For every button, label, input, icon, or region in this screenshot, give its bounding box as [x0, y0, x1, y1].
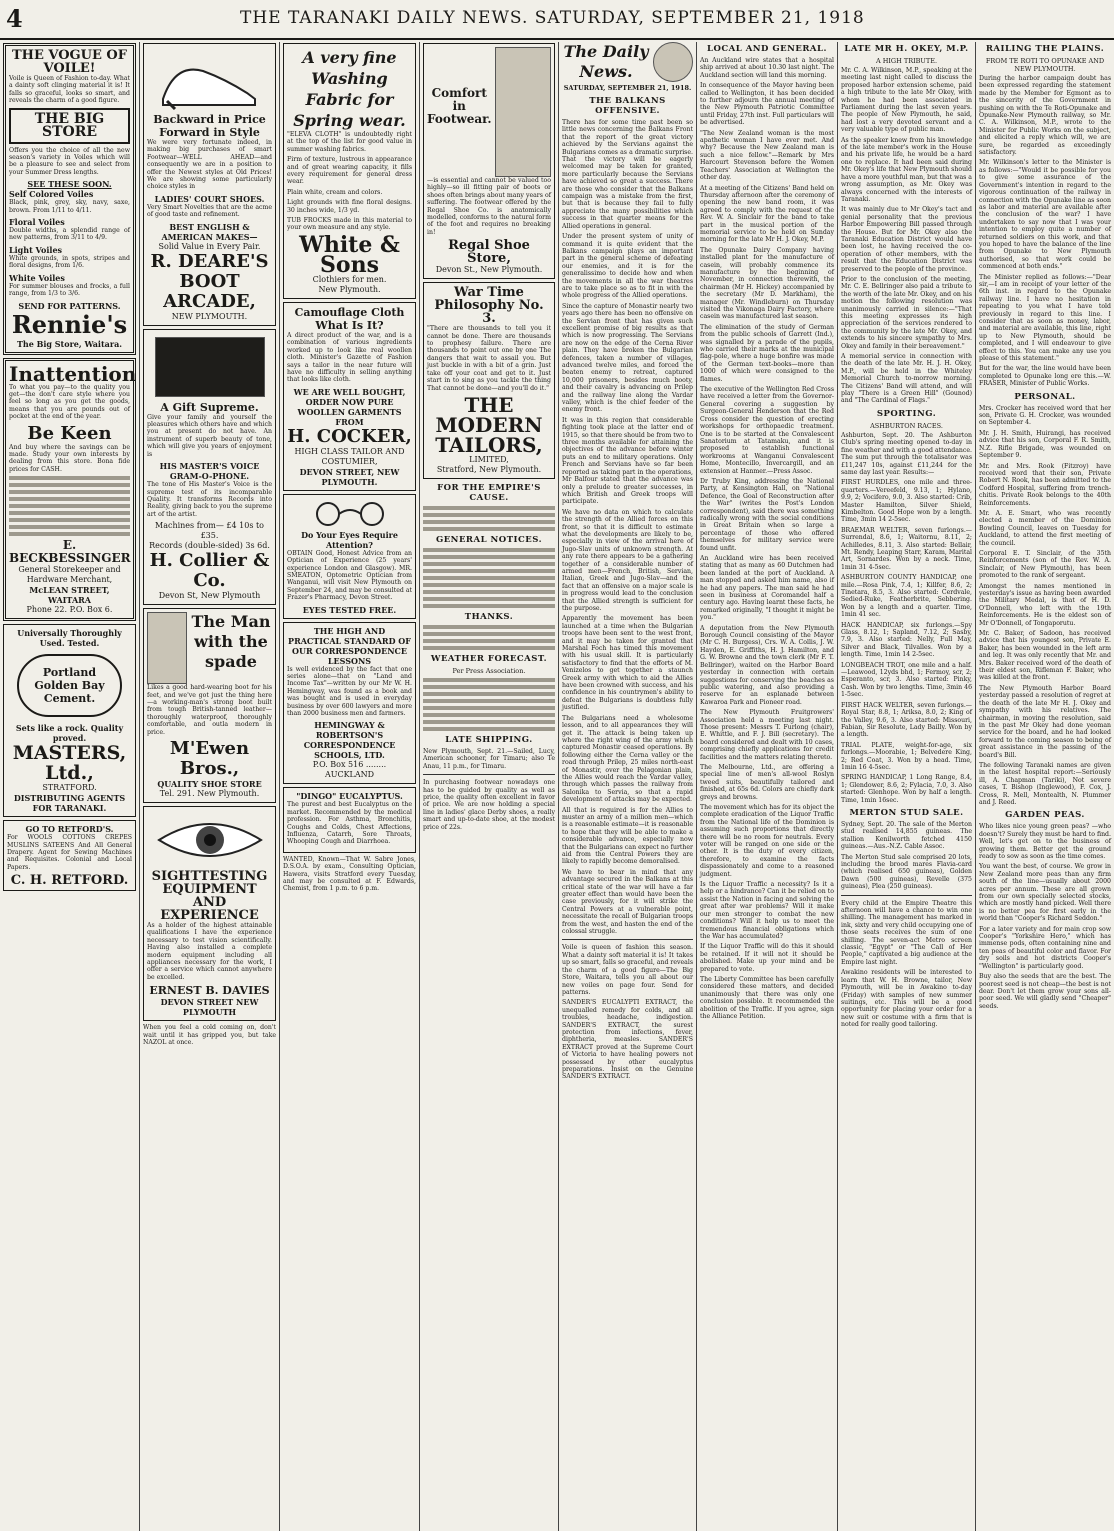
deare-advert [143, 43, 276, 326]
news-paragraph: An Auckland wire has been received stating that as many as 60 Dutchmen had been landed at the port of Auckland. A man stopped and asked him name, also if he had any papers. The man said he had seen in business at Coromandel half a century ago. Having learnt these facts, he remarked originally, "I thought it might be you." [700, 555, 834, 622]
page-number: 4 [6, 4, 23, 33]
news-paragraph: An Auckland wire states that a hospital ship arrived at about 10.30 last night. The Auckland section will land this morning. [700, 57, 834, 79]
news-paragraph: As the speaker knew from his knowledge of the late member's work in the House and his private life, he would be a hard one to replace. It had been said during Mr. Okey's life that New Plymouth should have a more youthful man, but that was a wrong assumption, as Mr. Okey was always concerned with the interests of Taranaki. [841, 136, 972, 203]
big-store-text: Offers you the choice of all the new season's variety in Voiles which will be a pleasure to see and select from your Summer Dress lengths. [9, 146, 130, 176]
hemingway-name: HEMINGWAY & ROBERTSON'S CORRESPONDENCE SCHOOLS, LTD. [303, 720, 396, 761]
davies-name: ERNEST B. DAVIES [149, 984, 270, 998]
news-paragraph: In consequence of the Mayor having been called to Wellington, it has been decided to further adjourn the annual meeting of the New Plymouth Patriotic Committee until Friday, 27th inst. Full particulars will be advertised. [700, 82, 834, 127]
column-8 [976, 40, 1114, 1531]
editorial-paragraph: The Bulgarians need a wholesome lesson, and to all appearances they will get it. The attack is being taken up where the right wing of the army which captured Monastir ceased operations. By following either the Cerna valley or the road through Prilep, 25 miles north-east of Monastir, over the Pelagonian plain, the Allies would reach the Vardar valley, through which passes the railway from Salonika to Servia, so that a rapid development of attacks may be expected. [562, 714, 693, 804]
big-store-logo: THE BIG STORE [9, 108, 130, 144]
cement-advert [3, 624, 136, 817]
vogue-heading: THE VOGUE OF VOILE! [11, 48, 127, 76]
railing-heading: RAILING THE PLAINS. [985, 44, 1105, 54]
universally-used: Universally Thoroughly Used. Tested. [17, 628, 122, 649]
news-paragraph: The executive of the Wellington Red Cross have received a letter from the Governor-General covering a suggestion by Surgeon-General Henderson that the Red Cross consider the question of erecting workshops for orthopaedic treatment. One is to be started at the Convalescent Sanatorium at Tatamaku, and it is proposed to establish functional workrooms at Wanganui Convalescent Home, Montecillo, Invercargill, and an extension at Hanmer.—Press Assoc. [700, 386, 834, 475]
general-notices-heading: GENERAL NOTICES. [435, 534, 543, 545]
self-colored-heading: Self Colored Voiles [9, 189, 94, 200]
smeaton-advert [283, 494, 416, 619]
sighttesting-heading: SIGHTTESTING EQUIPMENT AND EXPERIENCE [151, 868, 268, 923]
deare-name: R. DEARE'S BOOT ARCADE, [150, 250, 269, 312]
spade-heading: The Man with the spade [191, 612, 271, 672]
news-paragraph: If the Liquor Traffic will do this it should be retained. If it will not it should be abolished. Make up your mind and be prepared to vote. [700, 943, 834, 973]
white-heading: White Voiles [9, 272, 65, 283]
plain-colors: Plain white, cream and colors. [287, 188, 383, 196]
eye-illustration [155, 812, 265, 868]
race-result: BRAEMAR WELTER, seven furlongs.—Surrendal, 8.6, 1; Waitornu, 8.11, 2; Achilledes, 8.11, 3. Also started: Bellair, Mt. Rendy, Leaping Starr, Karam, Marital Art, Sornardes. Won by a neck. Time, 1min 31 4-5sec. [841, 526, 972, 571]
garden-paragraph: You want the best, of course. We grow in New Zealand more peas than any firm south of the line—usually about 2000 acres per annum. These are all grown from our own specially selected stocks, which are mostly hand picked. Well there is no better pea for first early in the world than "Cooper's Richard Seddon." [979, 863, 1111, 923]
regal-address: Devon St., New Plymouth. [435, 265, 543, 275]
backward-heading: Backward in Price Forward in Style [153, 113, 266, 139]
light-heading: Light Voiles [9, 244, 63, 255]
news-paragraph: Dr Truby King, addressing the National Party, at Kensington Hall, on "National Defence, the Goal of Reconstruction after the War" (writes the Post's London correspondent), said there was something radically wrong with the social conditions in Great Britain when so large a percentage of those who offered themselves for military service were found unfit. [700, 477, 834, 552]
best-english: BEST ENGLISH & AMERICAN MAKES— [161, 221, 258, 242]
eyes-text: OBTAIN Good, Honest Advice from an Optician of Experience (25 years' experience London and Glasgow). MR. SMEATON, Optometric Optician from Wanganui, will visit New Plymouth on September 24, and may be consulted at Frazer's Pharmacy, Devon Street. [287, 549, 413, 602]
beckbessinger-sub: General Storekeeper and Hardware Merchant, [18, 565, 121, 585]
sanders-notice: SANDER'S EUCALYPTI EXTRACT, the unequalled remedy for colds, and all troubles, headache, indigestion. SANDER'S EXTRACT, the surest protection from infections, fever, diphtheria, measles. SANDER'S EXTRACT proved at the Supreme Court of Victoria to have healing powers not possessed by other eucalyptus preparations. Insist on the Genuine SANDER'S EXTRACT. [562, 999, 693, 1081]
mewen-sub: QUALITY SHOE STORE [157, 778, 262, 789]
race-intro: Ashburton, Sept. 20. The Ashburton Club's spring meeting opened to-day in fine weather and with a good attendance. The sum put through the totalisator was £11,247 10s, against £11,244 for the same day last year. Results:— [841, 431, 972, 476]
garden-paragraph: For a later variety and for main crop sow Cooper's "Yorkshire Hero," which has immense pods, often containing nine and ten peas of beautiful color and flavor. For dry soils and hot districts Cooper's "Wellington" is particularly good. [979, 925, 1111, 970]
cocker-advert [283, 302, 416, 491]
high-standard-text: Is well evidenced by the fact that one series alone—that on "Land and Income Tax"—written by our Mr W. H. Hemingway, was found as a book and was bought and is used in everyday business by over 600 lawyers and more than 2000 business men and farmers. [287, 665, 412, 717]
white-sons-location: New Plymouth. [318, 284, 381, 294]
modern-tailors-location: Stratford, New Plymouth. [436, 464, 542, 474]
empire-cause-body [423, 506, 555, 531]
inattention-heading: Inattention [9, 361, 137, 386]
be-keen-heading: Be Keen [27, 422, 112, 444]
nazol-text: When you feel a cold coming on, don't wait until it has gripped you, but take NAZOL at once. [143, 1024, 276, 1047]
divider [562, 939, 693, 940]
voile-notice: Voile is queen of fashion this season. What a dainty soft material it is! It takes up so smart, falls so graceful, and reveals the charm of a good figure—The Big Store, Waitara, tells you all about our new voiles on page four. Send for patterns. [562, 944, 693, 996]
editorial-paragraph: There has for some time past been so little news concerning the Balkans Front that the report of the great victory achieved by the Servians against the Bulgarians comes as a dramatic surprise. That the victory will be eagerly welcomed may be taken for granted, more particularly because the Servians have achieved so great a success. There are those who consider that the Balkans campaign was a mistake from the first, but that is because they fail to fully appreciate the many possibilities which success in that quarter means for the Allied operations in general. [562, 119, 693, 230]
editorial-paragraph: Under the present system of unity of command it is quite evident that the Balkans campaign plays an important part in the general scheme of defeating our enemies, and it is for the generalissimo to decide how and when the movements in all the war theatres are to take place so as to fit in with the whole progress of the Allied operations. [562, 233, 693, 300]
backward-text: We were very fortunate indeed, in making big purchases of smart Footwear—WELL AHEAD—and consequently we are in a position to offer the Newest styles at Old Prices! We are showing some particularly choice styles in [147, 139, 272, 191]
masters-name: MASTERS, Ltd., [12, 742, 127, 785]
editorial-paragraph: It was in this region that considerable fighting took place at the latter end of 1915, so that there should be from two to three months available for attaining the objectives of the advance before winter puts an end to military operations. Only French and Servians have so far been reported as taking part in the operations, Mr Balfour stated that the advance was only a prelude to greater successes, in which British and Greek troops will participate. [562, 416, 693, 506]
court-shoes: LADIES' COURT SHOES. [154, 193, 265, 204]
comfort-heading: Comfort in Footwear. [427, 86, 492, 126]
newspaper-title: THE TARANAKI DAILY NEWS. SATURDAY, SEPTEMBER 21, 1918 [240, 8, 865, 28]
balkans-heading: THE BALKANS OFFENSIVE. [589, 96, 666, 116]
personal-item: Mr. A. E. Smart, who was recently elected a member of the Dominion Bowling Council, leaves on Tuesday for Auckland, to attend the first meeting of the council. [979, 509, 1111, 547]
race-result: ASHBURTON COUNTY HANDICAP, one mile.—Rosa Pink, 7.4, 1; Killfer, 8.6, 2; Tinetara, 8.5, 3. Also started: Cerdvale, Sedied-Ruke, Featherbrite, Sebbering. Won by a length and a quarter. Time, 1min 41 sec. [841, 574, 972, 619]
race-result: LONGBEACH TROT, one mile and a half.—Leawood, 12yds bhd, 1; Fermoy, scr, 2; Esperanto, scr, 3. Also started: Pinky, Cash. Won by two lengths. Time, 3min 46 1-5sec. [841, 661, 972, 699]
well-bought: WE ARE WELL BOUGHT, ORDER NOW PURE WOOLLEN GARMENTS FROM [293, 386, 406, 427]
comfort-text: —is essential and cannot be valued too highly—so ill fitting pair of boots or shoes often brings about many years of suffering. The footwear offered by the Regal Shoe Co. is anatomically modelled, conforms to the natural form of the foot and requires no breaking in! [427, 177, 551, 236]
hmv-text: The tone of His Master's Voice is the supreme test of its incomparable Quality. It transforms Records into Reality, giving back to you the supreme art of the artist. [147, 481, 272, 518]
editorial-paragraph: Apparently the movement has been launched at a time when the Bulgarian troops have been sent to the west front, and it may be taken for granted that Marshal Foch has timed this movement with his usual skill. It is particularly satisfactory to find that the efforts of M. Venizelos to get together a staunch Greek army with which to aid the Allies have been crowned with success, and his confidence in his countrymen's ability to defeat the Bulgarians is doubtless fully justified. [562, 615, 693, 712]
hmv-heading: HIS MASTER'S VOICE GRAM-O-PHONE. [159, 461, 260, 482]
masters-location: STRATFORD. [42, 783, 97, 793]
white-sons-sub: Clothiers for men. [312, 274, 387, 284]
beckbessinger-name: E. BECKBESSINGER [9, 538, 131, 566]
merton-text-2: The Merton Stud sale comprised 20 lots, including the brood mares Flavia-card (which realised 650 guineas), Golden Dawn (500 guineas), Revelle (375 guineas), Plea (250 guineas). [841, 853, 972, 891]
modern-tailors-sub: LIMITED, [469, 454, 509, 464]
collier-name: H. Collier & Co. [149, 550, 270, 592]
okey-heading: LATE MR H. OKEY, M.P. [844, 44, 969, 54]
vogue-text: Voile is Queen of Fashion to-day. What a dainty soft clinging material it is! It falls so graceful, looks so smart, and reveals the charm of a good figure. [9, 75, 130, 105]
dingo-text: The purest and best Eucalyptus on the market. Recommended by the medical profession. For Asthma, Bronchitis, Coughs and Colds, Chest Affections, Influenza, Catarrh, Sore Throats, Whooping Cough and Diarrhoea. [287, 801, 412, 846]
eyes-tested-free: EYES TESTED FREE. [302, 604, 397, 615]
comfort-row [427, 47, 551, 177]
news-paragraph: The elimination of the study of German from the public schools of Garrett (Ind.), was signalled by a parade of the pupils, who carried their marks at the municipal flag-pole, where a huge bonfire was made of the German text-books—more than 1000 of which were consigned to the flames. [700, 323, 834, 383]
personal-item: The New Plymouth Harbor Board yesterday passed a resolution of regret at the death of the late Mr H. J. Okey and sympathy with his relatives. The chairman, in moving the resolution, said in the past Mr Okey had done yeoman service for the board, and he had looked forward to the coming season to being of great assistance in the passing of the board's Bill. [979, 684, 1111, 759]
personal-item: Mrs. Crocker has received word that her son, Private G. H. Crocker, was wounded on September 4. [979, 404, 1111, 427]
lady-illustration [495, 47, 551, 177]
gramophone-illustration [155, 337, 265, 397]
garden-paragraph: Buy also the seeds that are the best. The poorest seed is not cheap—the best is not dear. Don't let them grow your sons all-poor seed. We will gladly send "Cheaper" seeds. [979, 973, 1111, 1010]
personal-heading: PERSONAL. [1014, 391, 1076, 402]
personal-item: Mr. C. Baker, of Sadoon, has received advice that his youngest son, Private E. Baker, has been wounded in the left arm and leg. It was only recently that Mr. and Mrs. Baker received word of the death of their eldest son, Rifleman F. Baker, who was killed at the front. [979, 630, 1111, 682]
gift-text: Give your family and yourself the pleasures which others have and which you at present do not have. An instrument of superb beauty of tone, which will give you years of enjoyment is [147, 413, 272, 458]
thanks-body [423, 625, 555, 650]
eleva-text: "ELEVA CLOTH" is undoubtedly right at the top of the list for good value in summer washing fabrics. [287, 131, 412, 153]
records-price: Records (double-sided) 3s 6d. [149, 541, 270, 551]
editorial-masthead [562, 42, 693, 82]
garden-peas-heading: GARDEN PEAS. [1005, 810, 1085, 821]
white-text: For summer blouses and frocks, a full range, from 1/3 to 3/6. [9, 282, 130, 298]
regal-advert [423, 43, 555, 279]
awakino-notice: Awakino residents will be interested to learn that W. H. Browne, tailor, New Plymouth, will be in Awakino to-day (Friday) with samples of new summer suitings, etc. This will be a good opportunity for placing your order for a new suit or costume with a firm that is noted for really good tailoring. [841, 969, 972, 1029]
late-shipping-text: New Plymouth, Sept. 21.—Sailed, Lucy, American schooner, for Timaru; also Te Anau, 11 p.m., for Timaru. [423, 747, 555, 770]
high-standard-heading: THE HIGH AND PRACTICAL STANDARD OF OUR CORRESPONDENCE LESSONS [288, 625, 411, 666]
column-2 [140, 40, 279, 1531]
man-with-spade-illustration [147, 612, 187, 684]
news-paragraph: Is the Liquor Traffic a necessity? Is it a help or a hindrance? Can it be relied on to assist the Nation in facing and solving the great after war problems? Will it make our men stronger to combat the new conditions? Will it help us to meet the tremendous financial obligations which the War has accumulated? [700, 881, 834, 940]
weather-sub: Per Press Association. [452, 666, 526, 675]
light-grounds: Light grounds with fine floral designs. 30 inches wide, 1/3 yd. [287, 199, 412, 214]
column-3 [280, 40, 419, 1531]
war-philosophy-heading: War Time Philosophy No. 3. [434, 285, 544, 327]
beckbessinger-address: McLEAN STREET, WAITARA [29, 585, 110, 606]
editorial-paragraph: All that is required is for the Allies to muster an army of a million men—which is a reasonable estimate—it is reasonable to hope that they will be able to make a considerable advance, especially now that the Bulgarians can expect no further aid from the Central Powers they are likely to rapidly become demoralised. [562, 806, 693, 866]
news-paragraph: Mr. Wilkinson's letter to the Minister is as follows:—"Would it be possible for you to give some assurance of the Government's intention in regard to the vigorous continuation of the railway in connection with the Opunake line as soon as labor and material are available after the conclusion of the war? I have undertaken to say now that I was your intention to employ quite a number of returned soldiers on this work, and that you hoped to have the balance of the line from Opunake to New Plymouth authorised, so that work could be commenced at both ends." [979, 159, 1111, 271]
news-paragraph: At a meeting of the Citizens' Band held on Thursday afternoon after the ceremony of opening the new band room, it was agreed to comply with the request of the Rev. W. A. Sinclair for the band to take part in the musical portion of the memorial service to be held on Sunday morning for the late Mr H. J. Okey, M.P. [700, 184, 834, 244]
spade-row [147, 612, 272, 684]
machines-price: Machines from— £4 10s to £35. [155, 521, 264, 541]
price-list [9, 476, 130, 536]
news-paragraph: The Melbourne, Ltd., are offering a special line of men's all-wool Roslyn tweed suits, beautifully tailored and finished, at 65s 6d. Colors are chiefly dark greys and browns. [700, 763, 834, 801]
news-paragraph: The Liberty Committee has been carefully considered these matters, and decided unanimously that there was only one conclusion possible. It recommended the abolition of the Traffic. If you agree, sign the Alliance Petition. [700, 975, 834, 1020]
daily-news-masthead: The Daily News. [563, 42, 649, 81]
dingo-heading: "DINGO" EUCALYPTUS. [296, 791, 403, 802]
column-7 [838, 40, 975, 1531]
floral-heading: Floral Voiles [9, 217, 65, 228]
personal-item: Corporal E. T. Sinclair, of the 35th Reinforcements (son of the Rev. W. A. Sinclair, of New Plymouth), has been promoted to the rank of sergeant. [979, 549, 1111, 580]
race-result: SPRING HANDICAP, 1 Long Range, 8.4, 1; Glendower, 8.6, 2; Fylacia, 7.0, 3. Also started: Glenhope. Won by half a length. Time, 1min 16sec. [841, 774, 972, 804]
eleva-text-2: Firm of texture, lustrous in appearance and of great wearing capacity, it fills every requirement for general dress wear. [287, 156, 412, 186]
collier-advert [143, 329, 276, 605]
sighttesting-text: As a holder of the highest attainable qualifications I have the experience necessary to test vision scientifically. Having also installed a complete modern equipment including all appliances necessary for the work, I offer a service which cannot anywhere be excelled. [147, 921, 272, 981]
merton-heading: MERTON STUD SALE. [849, 807, 964, 818]
editorial-paragraph: Since the capture of Monastir nearly two years ago there has been no offensive on the Servian front that has given such excellent promise of big results as that which is now progressing. The Servians are now on the edge of the Cerna River plain. They have broken the Bulgarian defences, taken a number of villages, advanced twelve miles, and forced the beaten enemy to retreat, captured 10,000 prisoners, besides much booty, and their cavalry is advancing on Prilep and the railway line along the Vardar valley, which is the chief feeder of the enemy front. [562, 302, 693, 414]
spectacles-illustration [300, 500, 400, 528]
empire-cause-heading: FOR THE EMPIRE'S CAUSE. [437, 482, 541, 503]
eyes-heading: Do Your Eyes Require Attention? [301, 529, 398, 550]
white-sons-advert [283, 43, 416, 299]
regal-name: Regal Shoe Store, [448, 238, 530, 267]
inattention-advert [3, 358, 136, 622]
news-paragraph: The Opunake Dairy Company having installed plant for the manufacture of casein, will probably commence its manufacture by the beginning of November, in connection therewith, the chairman (Mr H. Hickey) accompanied by the secretary (Mr D. Markham), the manager (Mr. Windleburn) on Thursday visited the Vikonaga Dairy Factory, where casein was manufactured last season. [700, 246, 834, 321]
war-philosophy-text: "There are thousands to tell you it cannot be done. There are thousands to prophesy failure. There are thousands to point out one by one The dangers that wait to assail you. But just buckle in with a bit of a grin. Just take off your coat and get to it. Just start in to sing as you tackle the thing That cannot be done—and you'll do it." [427, 325, 551, 392]
news-paragraph: Prior to the conclusion of the meeting, Mr. C. E. Bellringer also paid a tribute to the worth of the late Mr. Okey, and on his motion the following resolution was unanimously carried in silence:—"That this meeting expresses its high appreciation of the services rendered to the community by the late Mr. Okey, and extends to his sincere sympathy to Mrs. Okey and family in their bereavement." [841, 275, 972, 350]
editorial-paragraph: We have no data on which to calculate the strength of the Allied forces on this front, so that it is difficult to estimate what the developments are likely to be, especially in view of the arrival here of Jugo-Slav units of unknown strength. At any rate there appears to be a gathering together of a considerable number of armed men—French, British, Servian, Italian, Greek and Jugo-Slav—and the fact that an offensive on a major scale is in progress would lead to the conclusion that the Allied strength is sufficient for the purpose. [562, 508, 693, 612]
divider [423, 774, 555, 775]
sporting-heading: SPORTING. [876, 408, 937, 419]
race-result: FIRST HURDLES, one mile and three-quarters.—Vereefeld, 9.13, 1; Hylano, 9.9, 2; Vocifero, 9.0, 3. Also started: Crib, Master Hamilton, Silver Shield, Kimbelton. Good Hope won by a length. Time, 3min 14 2-5sec. [841, 479, 972, 524]
deare-location: NEW PLYMOUTH. [171, 311, 248, 321]
voile-advert [3, 43, 136, 355]
hemingway-box: P.O. Box 516 ........ AUCKLAND [312, 760, 387, 780]
tub-frocks: TUB FROCKS made in this material to your own measure and any style. [287, 217, 412, 232]
modern-tailors-name: THE MODERN TAILORS, [435, 392, 543, 457]
spade-text: Likes a good hard-wearing boot for his feet, and we've got just the thing here—a working-man's strong boot built from tough British-tanned leather—thoroughly waterproof, thoroughly comfortable, and outla modern in price. [147, 684, 272, 736]
masthead-emblem [653, 42, 693, 82]
shoe-illustration [155, 49, 265, 111]
cocker-address: DEVON STREET, NEW PLYMOUTH. [299, 466, 400, 487]
editorial-paragraph: We have to bear in mind that any advantage secured in the Balkans at this critical state of the war will have a far greater effect than would have been the case previously, for it will strike the Central Powers at a vulnerable point, necessitate the recall of Bulgarian troops from the west, and hasten the end of the colossal struggle. [562, 868, 693, 936]
news-paragraph: The New Plymouth Fruitgrowers' Association held a meeting last night. Those present: Messrs T. Furlong (chair), E. Whittle, and F. J. Bill (secretary). The board considered and dealt with 10 cases, comprising chiefly applications for credit facilities and the matters relating thereto. [700, 709, 834, 761]
editorial-date: SATURDAY, SEPTEMBER 21, 1918. [563, 84, 692, 92]
retford-items: For WOOLS COTTONS CREPES MUSLINS SATEENS And All General Drapery. Agent for Sewing Machines and Requisites. Colonial and Local Papers. [7, 834, 132, 871]
see-these-soon: SEE THESE SOON. [27, 179, 112, 190]
self-colored-text: Black, pink, grey, sky, navy, saxe, brown. From 1/11 to 4/11. [9, 199, 130, 214]
masters-agents: DISTRIBUTING AGENTS FOR TARANAKI. [13, 793, 126, 814]
column-5 [559, 40, 696, 1531]
rennies-address: The Big Store, Waitara. [16, 338, 123, 349]
news-paragraph: A deputation from the New Plymouth Borough Council consisting of the Mayor (Mr C. H. Burgess), Crs. W. A. Collis, J. W. Hayden, E. Griffiths, H. J. Hamilton, and G. W. Browne and the town clerk (Mr F. T. Bellringer), waited on the Harbor Board yesterday in connection with certain suggestions for conserving the beaches as public watering, and also providing a reserve for an esplanade between Kawaroa Park and Pioneer road. [700, 624, 834, 706]
inattention-text: To what you pay—to the quality you get—the don't care style where you feel so long as you get the goods, means that you are pounds out of pocket at the end of the year. [9, 383, 130, 421]
news-paragraph: The Minister replied as follows:—"Dear sir,—I am in receipt of your letter of the 6th inst. in regard to the Opunake railway line. I have no hesitation in repeating to you what I have told previously in regard to this line. I consider that as soon as money, labor, and material are available, this line, right up to New Plymouth, should be completed, and I will endeavour to give effect to this. You can make any use you please of this statement." [979, 273, 1111, 363]
send-for-patterns: SEND FOR PATTERNS. [18, 300, 121, 311]
hemingway-advert [283, 622, 416, 785]
camouflage-text: A direct product of the war, and is a combination of various ingredients worked up to look like real woollen cloth. Minister's Gazette of Fashion says a tailor in the near future will have no difficulty in selling anything that looks like cloth. [287, 331, 412, 384]
news-paragraph: During the harbor campaign doubt has been expressed regarding the statement made by the Member for Egmont as to the sincerity of the Government in pushing on with the Te Roti-Opunake and Opunake-New Plymouth railway, so Mr. C. A. Wilkinson, M.P., wrote to the Minister for Public Works on the subject, and elicited a reply which will, we are sure, be regarded as exceedingly satisfactory. [979, 75, 1111, 157]
collier-address: Devon St, New Plymouth [158, 591, 261, 601]
mewen-advert [143, 608, 276, 803]
general-notices-body [423, 548, 555, 608]
news-paragraph: Mr. C. A. Wilkinson, M.P., speaking at the meeting last night called to discuss the proposed harbor extension scheme, paid a high tribute to the late Mr Okey, with whom he had been associated in Parliament during the last seven years. The people of New Plymouth, he said, had lost a very devoted servant and a very valuable type of public man. [841, 67, 972, 134]
weather-body [423, 678, 555, 731]
dingo-advert [283, 787, 416, 852]
late-shipping-heading: LATE SHIPPING. [445, 734, 533, 745]
personal-item: Mr. and Mrs. Rook (Fitzroy) have received word that their son, Private Robert N. Rook, has been admitted to the Codford Hospital, suffering from trench-chitis. Private Rook belongs to the 40th Reinforcements. [979, 462, 1111, 507]
masthead [0, 0, 1114, 40]
race-result: TRIAL PLATE, weight-for-age, six furlongs.—Moorabie, 1; Belvedere King, 2; Red Coat, 3. Won by a head. Time, 1min 16 4-5sec. [841, 741, 972, 771]
floral-text: Double widths, a splendid range of new patterns, from 3/11 to 4/9. [9, 227, 130, 242]
garden-paragraph: Who likes nice young green peas? —who doesn't? Surely they must be hard to find. Well, let's get on to the business of growing them. Better get the ground ready to sow as soon as the time comes. [979, 823, 1111, 860]
cocker-sub: HIGH CLASS TAILOR AND COSTUMIER, [294, 446, 405, 466]
light-text: White grounds, in spots, stripes and floral designs, from 1/6. [9, 254, 130, 270]
retford-name: C. H. RETFORD. [10, 873, 129, 889]
rennies-logo: Rennie's [11, 309, 128, 339]
race-result: FIRST HACK WELTER, seven furlongs.—Royal Star, 8.8, 1; Ariksa, 8.0, 2; King of the Valley, 9.6, 3. Also started: Missouri, Fabian, Sir Resolute, Lady Bailly. Won by a length. [841, 701, 972, 739]
column-1 [0, 40, 139, 1531]
news-paragraph: "The New Zealand woman is the most apathetic woman I have ever met. And why? Because the New Zealand man is such a nice fellow."—Remark by Mrs Harcourt Stevenson before the Women Teachers' Association at Wellington the other day. [700, 129, 834, 182]
personal-item: Amongst the names mentioned in yesterday's issue as having been awarded the Military Medal, is that of H. D. O'Donnell, who left with the 19th Reinforcements. He is the eldest son of Mr O'Donnell, of Tongaporutu. [979, 582, 1111, 627]
purchasing-text: In purchasing footwear nowadays one has to be guided by quality as well as price, the quality often excellent in favor of price. We are now holding a special line in ladies' glace Derby shoes, a really smart and up-to-date shoe, at the modest price of 22s. [423, 779, 555, 831]
davies-address: DEVON STREET NEW PLYMOUTH [160, 997, 259, 1018]
beckbessinger-phone: Phone 22. P.O. Box 6. [26, 605, 113, 615]
news-paragraph: It was mainly due to Mr Okey's tact and genial personality that the previous Harbor Empowering Bill passed through the House. But for Mr. Okey also the Taranaki Education District would have been lost, he having received the co-operation of other members, with the result that the Education District was preserved to the people of the province. [841, 206, 972, 273]
ashburton-heading: ASHBURTON RACES. [870, 421, 943, 430]
local-general-heading: LOCAL AND GENERAL. [707, 44, 827, 54]
gift-heading: A Gift Supreme. [160, 400, 259, 414]
news-paragraph: The movement which has for its object the complete eradication of the Liquor Traffic from the National life of the Dominion is assuming such proportions that directly there will be no room for neutrals. Every voter will be ranged on one side or the other. It is the duty of every citizen, therefore, to examine the facts dispassionately and come to a reasoned judgment. [700, 804, 834, 878]
mewen-tel: Tel. 291. New Plymouth. [159, 788, 260, 798]
solid-value: Solid Value in Every Pair. [158, 241, 261, 251]
court-shoes-text: Very Smart Novelties that are the acme of good taste and refinement. [147, 203, 272, 219]
empire-notice: Every child at the Empire Theatre this afternoon will have a chance to win one shilling. The management has marked in ink, sixty and very child occupying one of those seats receives the sum of one shilling. The seven-act Metro screen classic, "Egypt" or "The Call of Her People," captivated a big audience at the Empire last night. [841, 899, 972, 966]
sets-like-rock: Sets like a rock. Quality proved. [15, 723, 124, 744]
divider [841, 895, 972, 896]
mewen-name: M'Ewen Bros., [169, 737, 250, 779]
portland-cement-logo: Portland Golden Bay Cement. [17, 654, 122, 717]
camouflage-heading: Camouflage Cloth What Is It? [294, 305, 405, 332]
personal-item: The following Taranaki names are given in the latest hospital report:—Seriously ill, A. Chapman (Tariki), Not severe cases, T. Bishop (Inglewood), F. Cox, J. Cross, R. Mell, Montealth, N. Plummer and J. Reed. [979, 761, 1111, 806]
railing-sub: FROM TE ROTI TO OPUNAKE AND NEW PLYMOUTH. [985, 57, 1105, 73]
white-sons-name: White & Sons [299, 231, 400, 278]
weather-heading: WEATHER FORECAST. [430, 653, 548, 664]
column-6 [697, 40, 837, 1531]
okey-sub: A HIGH TRIBUTE. [875, 57, 938, 65]
retford-advert [3, 820, 136, 891]
be-keen-text: And buy where the savings can be made. Study your own interests by dealing from this store. Bona fide prices for CASH. [9, 443, 130, 473]
news-paragraph: A memorial service in connection with the death of the late Mr. H. J. H. Okey, M.P., will be held in the Whiteley Memorial Church to-morrow morning. The Citizens' Band will attend, and will play "There is a Green Hill" (Gounod) and "The Cardinal of Flags." [841, 353, 972, 405]
news-paragraph: But for the war, the line would have been completed to Opunake long ere this.—W. FRASER, Minister of Public Works. [979, 365, 1111, 388]
cocker-name: H. COCKER, [287, 425, 412, 447]
washing-fabric-heading: A very fine Washing Fabric for Spring wear. [293, 48, 406, 130]
merton-text: Sydney, Sept. 20. The sale of the Merton stud realised 14,855 guineas. The stallion Kenilworth fetched 4150 guineas.—Aus.-N.Z. Cable Assoc. [841, 820, 972, 851]
wanted-notice: WANTED, Known—That W. Sabre Jones, D.S.O.A. by exam., Consulting Optician, Hawera, visits Stratford every Tuesday, and may be consulted at F. Edwards, Chemist, from 1 p.m. to 6 p.m. [283, 855, 416, 893]
personal-item: Mr. J. H. Smith, Huirangi, has received advice that his son, Corporal F. R. Smith, N.Z. Rifle Brigade, was wounded on September 9. [979, 429, 1111, 460]
davies-advert [143, 806, 276, 1021]
thanks-heading: THANKS. [464, 611, 514, 622]
column-4 [420, 40, 558, 1531]
race-result: HACK HANDICAP, six furlongs.—Spy Glass, 8.12, 1; Sapland, 7.12, 2; Sasby, 7.9, 3. Also started: Nelly, Full May, Silver and Black, Tilvalles. Won by a length. Time, 1min 14 2-5sec. [841, 621, 972, 659]
retford-heading: GO TO RETFORD'S. [25, 824, 114, 835]
modern-tailors-advert [423, 282, 555, 479]
